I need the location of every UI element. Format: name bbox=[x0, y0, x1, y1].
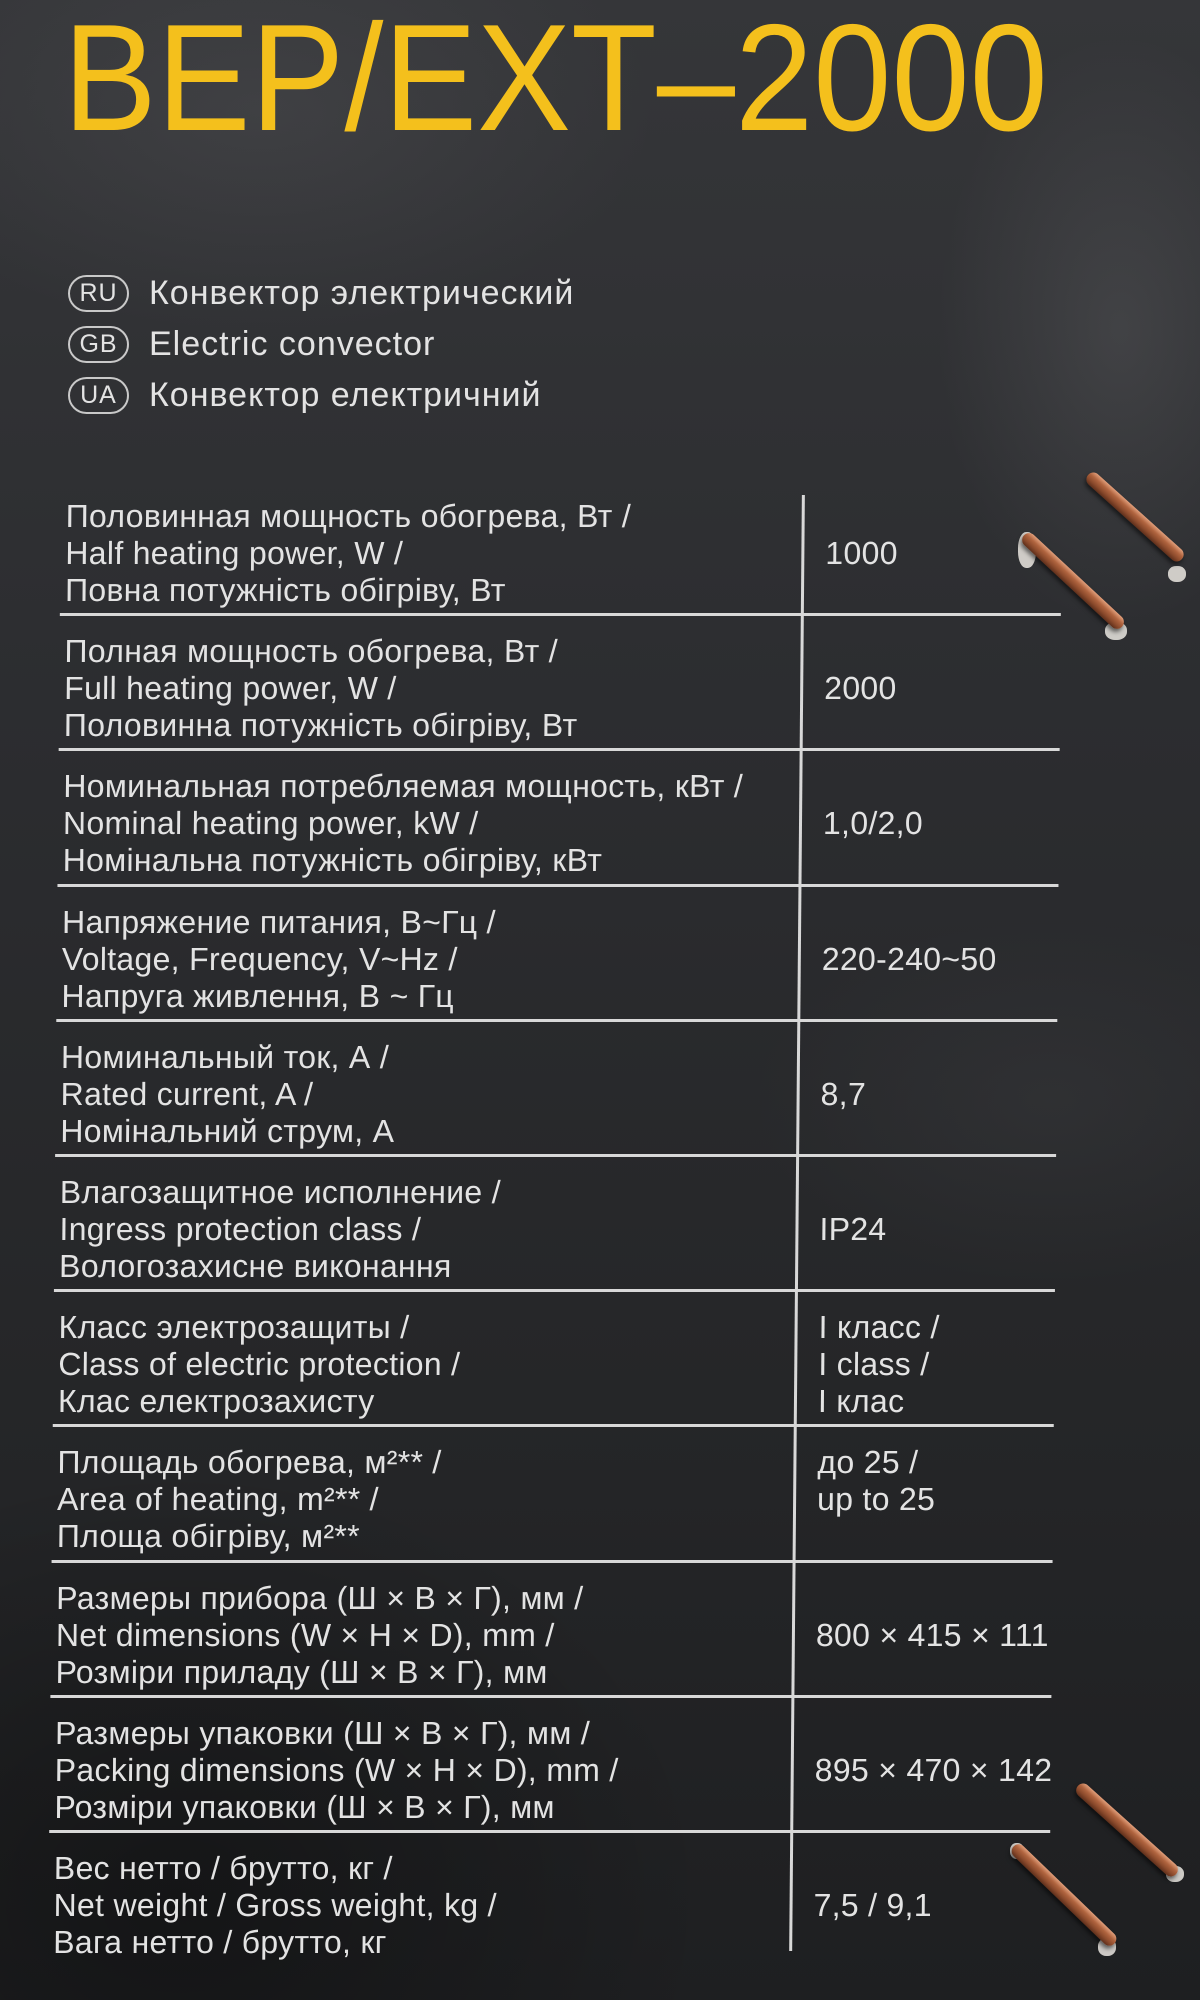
spec-row-voltage-frequency bbox=[56, 887, 1058, 1022]
spec-values bbox=[817, 1444, 936, 1518]
spec-label-ru: Напряжение питания, В~Гц / bbox=[61, 903, 496, 940]
spec-label-en: Ingress protection class / bbox=[59, 1210, 422, 1247]
spec-label-en: Half heating power, W / bbox=[65, 535, 404, 571]
spec-label-ru: Полная мощность обогрева, Вт / bbox=[64, 633, 559, 670]
spec-label-en: Net dimensions (W × H × D), mm / bbox=[55, 1616, 555, 1653]
spec-row-half-heating-power bbox=[60, 481, 1062, 616]
spec-label-ru: Площадь обогрева, м²** / bbox=[57, 1444, 442, 1481]
spec-labels bbox=[55, 1580, 583, 1691]
spec-label-ru: Влагозащитное исполнение / bbox=[59, 1173, 502, 1210]
language-code-badge: GB bbox=[68, 326, 129, 363]
language-name: Конвектор электрический bbox=[149, 274, 575, 312]
spec-value-en: I class / bbox=[818, 1346, 930, 1383]
spec-label-ru: Размеры упаковки (Ш × В × Г), мм / bbox=[54, 1714, 591, 1751]
paper-fleck bbox=[1168, 566, 1186, 582]
spec-label-en: Full heating power, W / bbox=[64, 670, 397, 707]
spec-labels bbox=[65, 498, 631, 609]
language-name: Electric convector bbox=[149, 325, 436, 363]
spec-row-net-dimensions bbox=[50, 1563, 1052, 1698]
spec-value: 8,7 bbox=[820, 1075, 867, 1112]
spec-labels bbox=[57, 1444, 442, 1555]
language-code-badge: RU bbox=[68, 275, 129, 312]
spec-label-ru: Размеры прибора (Ш × В × Г), мм / bbox=[56, 1579, 584, 1616]
spec-values bbox=[815, 1752, 1053, 1789]
spec-table bbox=[0, 481, 1200, 1969]
spec-label-en: Voltage, Frequency, V~Hz / bbox=[61, 940, 458, 977]
spec-label-ua: Клас електрозахисту bbox=[57, 1383, 375, 1420]
spec-labels bbox=[54, 1715, 619, 1826]
spec-values bbox=[825, 535, 898, 572]
language-name: Конвектор електричний bbox=[149, 376, 542, 414]
spec-row-rated-current bbox=[55, 1022, 1057, 1157]
spec-row-nominal-power bbox=[57, 751, 1059, 886]
spec-value-en: up to 25 bbox=[816, 1481, 936, 1518]
product-model-title: BEP/EXT–2000 bbox=[63, 0, 1048, 163]
spec-label-en: Net weight / Gross weight, kg / bbox=[53, 1886, 497, 1923]
spec-value: 895 × 470 × 142 bbox=[814, 1751, 1053, 1788]
spec-value: 1,0/2,0 bbox=[822, 805, 924, 842]
spec-label-ua: Площа обігріву, м²** bbox=[56, 1518, 361, 1555]
spec-row-heating-area bbox=[52, 1427, 1054, 1562]
spec-label-ru: Половинная мощность обогрева, Вт / bbox=[65, 498, 632, 534]
spec-value-ru: до 25 / bbox=[817, 1444, 919, 1481]
spec-label-ua: Вага нетто / брутто, кг bbox=[53, 1923, 387, 1960]
spec-values bbox=[819, 1211, 886, 1248]
spec-value: 800 × 415 × 111 bbox=[815, 1616, 1049, 1653]
spec-label-ua: Напруга живлення, В ~ Гц bbox=[61, 977, 455, 1014]
spec-label-ua: Номінальна потужність обігріву, кВт bbox=[62, 842, 603, 879]
spec-label-ua: Повна потужність обігріву, Вт bbox=[64, 572, 506, 608]
spec-values bbox=[818, 1309, 940, 1420]
spec-label-ru: Вес нетто / брутто, кг / bbox=[53, 1849, 393, 1886]
spec-value: 2000 bbox=[824, 670, 897, 707]
spec-label-ru: Класс электрозащиты / bbox=[58, 1309, 410, 1346]
spec-label-ua: Вологозахисне виконання bbox=[58, 1247, 452, 1284]
spec-value: 7,5 / 9,1 bbox=[813, 1886, 933, 1923]
spec-labels bbox=[58, 1309, 461, 1420]
spec-label-ua: Половинна потужність обігріву, Вт bbox=[63, 707, 578, 744]
spec-value-ua: I клас bbox=[817, 1383, 905, 1420]
spec-row-packing-dimensions bbox=[49, 1698, 1051, 1833]
spec-row-electric-protection-class bbox=[53, 1292, 1055, 1427]
spec-value: 1000 bbox=[825, 535, 898, 571]
spec-row-full-heating-power bbox=[59, 616, 1061, 751]
spec-row-weight bbox=[48, 1833, 1050, 1968]
spec-label-en: Class of electric protection / bbox=[58, 1346, 461, 1383]
language-code-badge: UA bbox=[68, 377, 129, 414]
spec-label-en: Nominal heating power, kW / bbox=[62, 805, 479, 842]
spec-labels bbox=[61, 904, 496, 1015]
spec-value: IP24 bbox=[819, 1210, 887, 1247]
spec-label-en: Packing dimensions (W × H × D), mm / bbox=[54, 1751, 619, 1788]
spec-label-ua: Розміри приладу (Ш × В × Г), мм bbox=[55, 1653, 548, 1690]
spec-labels bbox=[63, 768, 744, 879]
spec-row-ingress-protection bbox=[54, 1157, 1056, 1292]
spec-label-ua: Номінальний струм, А bbox=[60, 1112, 395, 1149]
spec-values bbox=[816, 1617, 1049, 1654]
spec-labels bbox=[64, 633, 579, 744]
spec-label-ru: Номинальная потребляемая мощность, кВт / bbox=[63, 768, 744, 805]
spec-value-ru: I класс / bbox=[818, 1309, 940, 1346]
spec-label-en: Area of heating, m²** / bbox=[56, 1481, 380, 1518]
language-item-ru bbox=[68, 275, 574, 312]
spec-values bbox=[820, 1076, 866, 1113]
spec-labels bbox=[59, 1174, 501, 1285]
spec-values bbox=[824, 670, 897, 707]
spec-label-en: Rated current, A / bbox=[60, 1075, 314, 1112]
spec-value: 220-240~50 bbox=[821, 940, 997, 977]
spec-values bbox=[823, 805, 923, 842]
language-item-gb bbox=[68, 326, 435, 363]
spec-label-ru: Номинальный ток, А / bbox=[60, 1038, 390, 1075]
language-item-ua bbox=[68, 377, 542, 414]
spec-labels bbox=[60, 1039, 395, 1150]
spec-values bbox=[822, 941, 997, 978]
spec-labels bbox=[53, 1850, 497, 1961]
spec-label-ua: Розміри упаковки (Ш × В × Г), мм bbox=[54, 1788, 555, 1825]
spec-values bbox=[813, 1887, 932, 1924]
